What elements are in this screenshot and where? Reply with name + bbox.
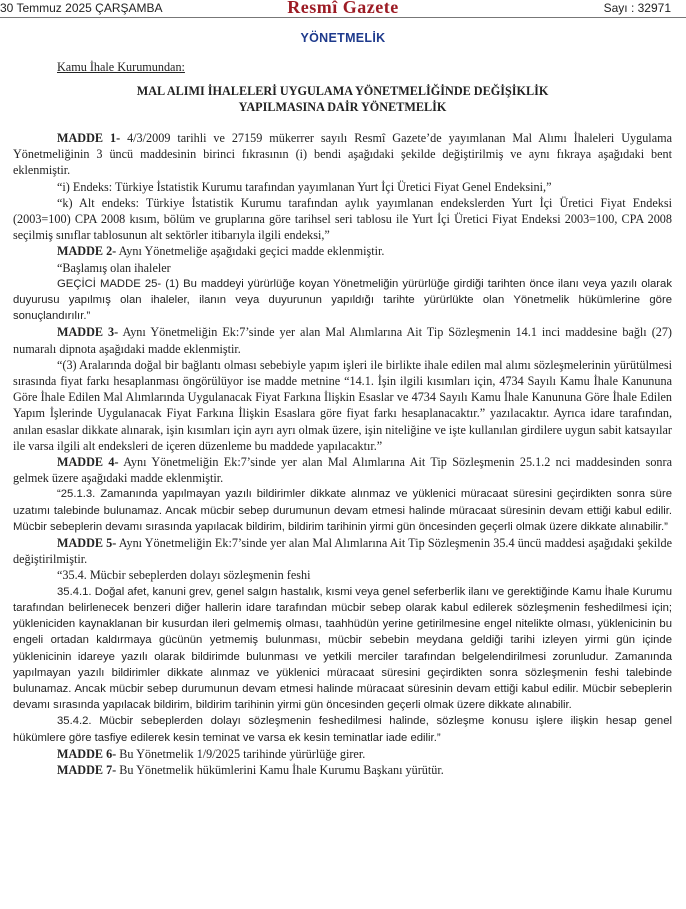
gazette-title: Resmî Gazete [287,0,399,17]
paragraph-text: Aynı Yönetmeliğin Ek:7’sinde yer alan Mal Alımlarına Ait Tip Sözleşmenin 14.1 inci maddesine bağlı (27) numaralı dipnota aşağıdaki madde eklenmiştir. [13,325,672,356]
article-label: MADDE 4- [57,455,119,470]
paragraph [13,762,672,778]
paragraph-text: Aynı Yönetmeliğin Ek:7’sinde yer alan Mal Alımlarına Ait Tip Sözleşmenin 35.4 üncü maddesi aşağıdaki şekilde değiştirilmiştir. [13,536,672,567]
paragraph-text: Bu Yönetmelik 1/9/2025 tarihinde yürürlüğe girer. [116,746,366,761]
paragraph-text: Bu Yönetmelik hükümlerini Kamu İhale Kurumu Başkanı yürütür. [116,762,444,777]
article-label: MADDE 3- [57,325,119,340]
paragraph [13,179,672,195]
article-label: MADDE 2- [57,244,117,259]
regulation-title-line: MAL ALIMI İHALELERİ UYGULAMA YÖNETMELİĞİNDE DEĞİŞİKLİK [136,84,549,98]
page-header [0,0,686,18]
paragraph [13,567,672,583]
paragraph [13,357,672,454]
regulation-body [13,130,672,778]
paragraph-text: “i) Endeks: Türkiye İstatistik Kurumu tarafından yayımlanan Yurt İçi Üretici Fiyat Genel Endeksini,” [57,179,552,194]
issue-number: Sayı : 32971 [603,1,671,15]
paragraph-text: “35.4. Mücbir sebeplerden dolayı sözleşmenin feshi [57,568,311,583]
paragraph-text: 35.4.1. Doğal afet, kanuni grev, genel salgın hastalık, kısmi veya genel seferberlik ilanı ve gerektiğinde Kamu İhale Kurumu tarafından belirlenecek benzeri diğer hallerin idare tarafından mücbir sebep olarak kabul edilerek sözleşmenin feshedilmesi için; yükleniciden kaynaklanan bir kusurdan ileri gelmemiş olması, taahhüdün yerine getirilmesine engel nitelikte olması, yüklenicinin bu engeli ortadan kaldırmaya gücünün yetmemiş bulunması, mücbir sebebin meydana geldiği tarihi izleyen yirmi gün içinde yüklenicinin idareye yazılı olarak bildirimde bulunması ve yetkili merciler tarafından belgelendirilmesi zorunludur. Zamanında yapılmayan yazılı bildirimler dikkate alınmaz ve yüklenici müracaat süresini geçirdikten sonra sözleşmenin feshi talebinde bulunamaz. Ancak mücbir sebep durumunun devam etmesi halinde müracaat süresinin devam ettiği kabul edilir. Mücbir sebeplerin devamı sırasında yapılacak bildirim, bildirim tarihinin yirmi gün öncesinden geçerli olmak üzere dikkate alınabilir. [13,585,672,712]
paragraph [13,195,672,244]
paragraph [13,713,672,745]
document-content [0,59,686,778]
paragraph-text: 4/3/2009 tarihli ve 27159 mükerrer sayılı Resmî Gazete’de yayımlanan Mal Alımı İhaleleri Uygulama Yönetmeliğinin 3 üncü maddesinin birinci fıkrasının (i) bendi aşağıdaki şekilde değiştirilmiş ve aynı fıkraya aşağıdaki bent eklenmiştir. [13,131,672,178]
paragraph-text: Aynı Yönetmeliğe aşağıdaki geçici madde eklenmiştir. [116,244,385,259]
paragraph-text: “k) Alt endeks: Türkiye İstatistik Kurumu tarafından aylık yayımlanan endekslerden Yurt İçi Üretici Fiyat Endeksi (2003=100) CPA 2008 kısım, bölüm ve gruplarına göre tarihsel seri tablosu ile Yurt İçi Üretici Fiyat Endeksi 2003=100, CPA 2008 seçilmiş sınıflar tablosunun alt sektörler itibarıyla ilgili endeksi,” [13,195,672,243]
paragraph-text: “25.1.3. Zamanında yapılmayan yazılı bildirimler dikkate alınmaz ve yüklenici müracaat süresini geçirdikten sonra süre uzatımı talebinde bulunamaz. Ancak mücbir sebep durumunun devam etmesi halinde müracaat süresinin devam ettiği kabul edilir. Mücbir sebeplerin devamı sırasında yapılacak bildirim, bildirim tarihinin yirmi gün öncesinden geçerli olmak üzere dikkate alınabilir.” [13,488,672,533]
publication-date: 30 Temmuz 2025 ÇARŞAMBA [0,1,163,15]
paragraph [13,276,672,325]
paragraph-text: GEÇİCİ MADDE 25- (1) Bu maddeyi yürürlüğe koyan Yönetmeliğin yürürlüğe girdiği tarihten önce ilanı veya yazılı olarak duyurusu yapılmış olan ihaleler, ilanın veya duyurunun yapıldığı tarihte yürürlükte olan Yönetmelik hükümlerine göre sonuçlandırılır.” [13,277,672,323]
paragraph-text: “(3) Aralarında doğal bir bağlantı olması sebebiyle yapım işleri ile birlikte ihale edilen mal alımı sözleşmelerinin yürütülmesi sırasında fiyat farkı hesaplanması öngörülüyor ise madde metnine “14.1. İşin ilgili kısımları için, 4734 Sayılı Kamu İhale Kanununa Göre İhale Edilen Mal Alımlarında Uygulanacak Fiyat Farkına İlişkin Esaslar ve 4734 Sayılı Kamu İhale Kanununa Göre İhale Edilen Yapım İşlerinde Uygulanacak Fiyat Farkına İlişkin Esaslara göre fiyat farkı hesaplanacaktır.” yazılacaktır. Ayrıca idare tarafından, anılan esaslar dikkate alınarak, işin kısımları için ayrı ayrı olmak üzere, işin niteliğine ve işte kullanılan girdilere uygun sabit katsayılar ile varsa ilgili alt endeksleri de içeren düzenleme bu maddede yapılacaktır.” [13,357,672,453]
article-label: MADDE 1- [57,131,121,145]
paragraph [13,260,672,276]
paragraph [13,130,672,179]
institution-name: Kamu İhale Kurumundan: [57,60,185,74]
paragraph-text: “Başlamış olan ihaleler [57,260,171,275]
paragraph [13,584,672,714]
regulation-title-line: YAPILMASINA DAİR YÖNETMELİK [238,100,447,114]
article-label: MADDE 7- [57,762,117,777]
regulation-title [13,83,672,115]
paragraph [13,454,672,486]
section-heading: YÖNETMELİK [300,31,386,45]
paragraph [13,746,672,762]
paragraph [13,535,672,567]
article-label: MADDE 5- [57,536,117,551]
article-label: MADDE 6- [57,746,117,761]
paragraph-text: 35.4.2. Mücbir sebeplerden dolayı sözleşmenin feshedilmesi halinde, sözleşme konusu işlere ilişkin hesap genel hükümlere göre tasfiye edilerek kesin teminat ve varsa ek kesin teminatlar iade edilir.” [13,715,672,744]
paragraph-text: Aynı Yönetmeliğin Ek:7’sinde yer alan Mal Alımlarına Ait Tip Sözleşmenin 25.1.2 nci maddesinden sonra gelmek üzere aşağıdaki madde eklenmiştir. [13,455,672,486]
paragraph [13,324,672,356]
paragraph [13,486,672,535]
paragraph [13,243,672,259]
